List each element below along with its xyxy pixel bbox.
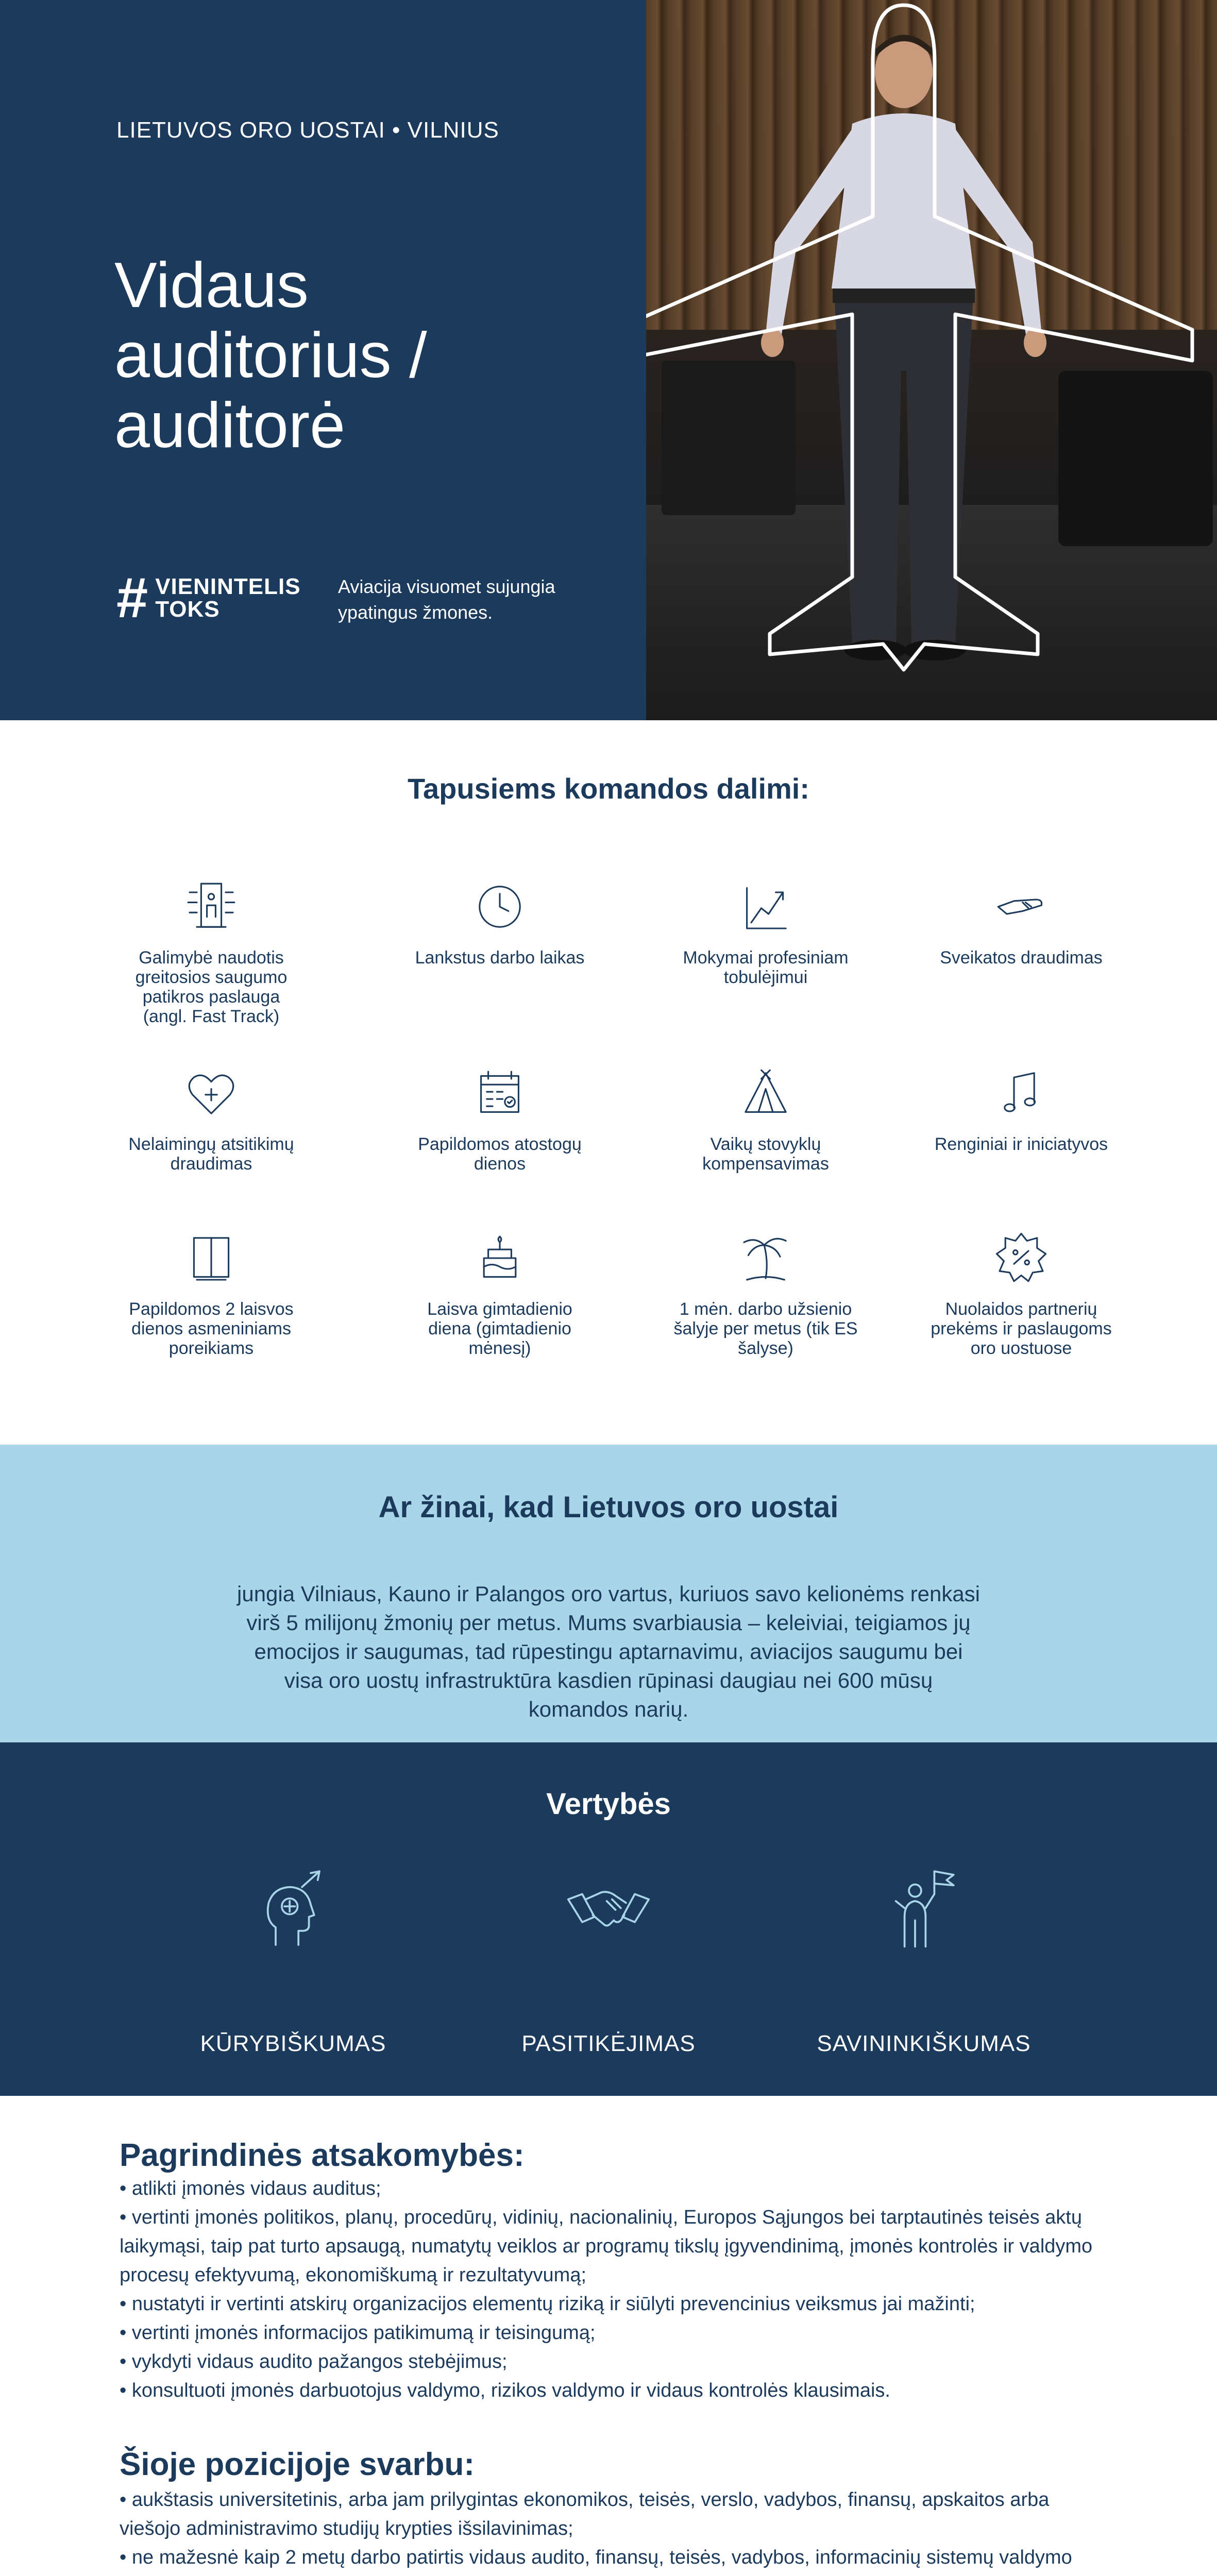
job-title-line: Vidaus [114, 250, 309, 321]
benefit-item [928, 1222, 1114, 1358]
benefit-label: Papildomos atostogų dienos [418, 1134, 582, 1174]
hashtag-words [155, 575, 300, 621]
calendar-icon [464, 1057, 536, 1129]
list-item: • nustatyti ir vertinti atskirų organizacijos elementų riziką ir siūlyti prevencinius veiksmus jai mažinti; [120, 2290, 1098, 2318]
benefit-item [673, 871, 858, 987]
list-item: • vykdyti vidaus audito pažangos stebėjimus; [120, 2347, 1098, 2376]
palm-tree-icon [730, 1222, 802, 1294]
benefit-label: Papildomos 2 laisvos dienos asmeniniams poreikiams [129, 1299, 294, 1358]
benefit-label: Nuolaidos partnerių prekėms ir paslaugoms oro uostuose [931, 1299, 1112, 1358]
book-icon [175, 1222, 247, 1294]
value-label: SAVININKIŠKUMAS [817, 2031, 1031, 2056]
benefit-item [407, 1057, 593, 1174]
heart-plus-icon [175, 1057, 247, 1129]
hashtag-word: TOKS [155, 597, 220, 622]
benefit-item [673, 1222, 858, 1358]
hero-banner [0, 0, 1217, 720]
value-item [495, 1866, 722, 2057]
music-note-icon [985, 1057, 1057, 1129]
benefit-item [119, 1057, 304, 1174]
discount-badge-icon [985, 1222, 1057, 1294]
responsibilities-title: Pagrindinės atsakomybės: [120, 2138, 525, 2173]
benefit-label: Laisva gimtadienio diena (gimtadienio mėnesį) [427, 1299, 572, 1358]
handshake-icon [565, 1866, 652, 1954]
list-item: • vertinti įmonės politikos, planų, procedūrų, vidinių, nacionalinių, Europos Sąjungos bei tarptautinės teisės aktų laikymąsi, taip pat turto apsaugą, numatytų veiklos ar programų tikslų įgyvendinimą, įmonės kontrolės ir valdymo procesų efektyvumą, ekonomiškumą ir rezultatyvumą; [120, 2203, 1098, 2290]
list-item: • konsultuoti įmonės darbuotojus valdymo, rizikos valdymo ir vidaus kontrolės klausimais. [120, 2376, 1098, 2405]
creativity-head-icon [249, 1866, 337, 1954]
hero-tagline: Aviacija visuomet sujungia ypatingus žmones. [338, 576, 555, 623]
hero-photo [646, 0, 1217, 720]
benefit-item [928, 871, 1114, 968]
values-section [0, 1742, 1217, 2096]
job-title-line: auditorius / [114, 320, 427, 391]
requirements-list [120, 2485, 1098, 2576]
benefit-label: 1 mėn. darbo užsienio šalyje per metus (tik ES šalyse) [673, 1299, 858, 1358]
campaign-hashtag [116, 566, 301, 630]
birthday-cake-icon [464, 1222, 536, 1294]
benefit-label: Vaikų stovyklų kompensavimas [702, 1134, 829, 1174]
value-item [180, 1866, 407, 2057]
job-title [114, 250, 578, 461]
benefit-label: Sveikatos draudimas [940, 948, 1103, 968]
list-item: • ne mažesnė kaip 2 metų darbo patirtis vidaus audito, finansų, teisės, vadybos, informacinių sistemų valdymo [120, 2543, 1098, 2576]
benefit-item [407, 871, 593, 968]
person-figure [761, 35, 1046, 661]
benefit-label: Lankstus darbo laikas [415, 948, 585, 968]
clock-icon [464, 871, 536, 943]
benefit-label: Mokymai profesiniam tobulėjimui [683, 948, 849, 987]
benefit-item [119, 1222, 304, 1358]
about-title: Ar žinai, kad Lietuvos oro uostai [378, 1490, 839, 1524]
value-label: KŪRYBIŠKUMAS [200, 2031, 386, 2056]
tent-icon [730, 1057, 802, 1129]
benefit-label: Nelaimingų atsitikimų draudimas [128, 1134, 294, 1174]
list-item: • vertinti įmonės informacijos patikimumą ir teisingumą; [120, 2318, 1098, 2347]
flag-person-icon [880, 1866, 968, 1954]
responsibilities-list [120, 2174, 1098, 2405]
benefits-title: Tapusiems komandos dalimi: [407, 772, 810, 805]
value-item [810, 1866, 1037, 2057]
about-text: jungia Vilniaus, Kauno ir Palangos oro vartus, kuriuos savo kelionėms renkasi virš 5 milijonų žmonių per metus. Mums svarbiausia – keleiviai, teigiamos jų emocijos ir saugumas, tad rūpestingu aptarnavimu, aviacijos saugumu bei visa oro uostų infrastruktūra kasdien rūpinasi daugiau nei 600 mūsų komandos narių. [237, 1582, 981, 1721]
hashtag-symbol: # [116, 566, 148, 630]
job-title-line: auditorė [114, 390, 346, 461]
person-airplane-illustration [646, 0, 1217, 720]
benefit-item [407, 1222, 593, 1358]
about-section [0, 1445, 1217, 1742]
list-item: • aukštasis universitetinis, arba jam prilygintas ekonomikos, teisės, verslo, vadybos, finansų, apskaitos arba viešojo administravimo studijų krypties išsilavinimas; [120, 2485, 1098, 2543]
values-title: Vertybės [546, 1787, 671, 1821]
requirements-title: Šioje pozicijoje svarbu: [120, 2447, 475, 2482]
health-hand-icon [985, 871, 1057, 943]
benefit-label: Renginiai ir iniciatyvos [934, 1134, 1108, 1154]
benefit-item [119, 871, 304, 1026]
growth-chart-icon [730, 871, 802, 943]
benefit-item [673, 1057, 858, 1174]
fast-track-icon [175, 871, 247, 943]
benefit-label: Galimybė naudotis greitosios saugumo patikros paslauga (angl. Fast Track) [135, 948, 288, 1026]
hero-kicker: LIETUVOS ORO UOSTAI • VILNIUS [116, 117, 499, 143]
hero-text-panel [0, 0, 646, 720]
value-label: PASITIKĖJIMAS [521, 2031, 696, 2056]
hashtag-word: VIENINTELIS [155, 574, 301, 599]
benefit-item [928, 1057, 1114, 1154]
list-item: • atlikti įmonės vidaus auditus; [120, 2174, 1098, 2203]
